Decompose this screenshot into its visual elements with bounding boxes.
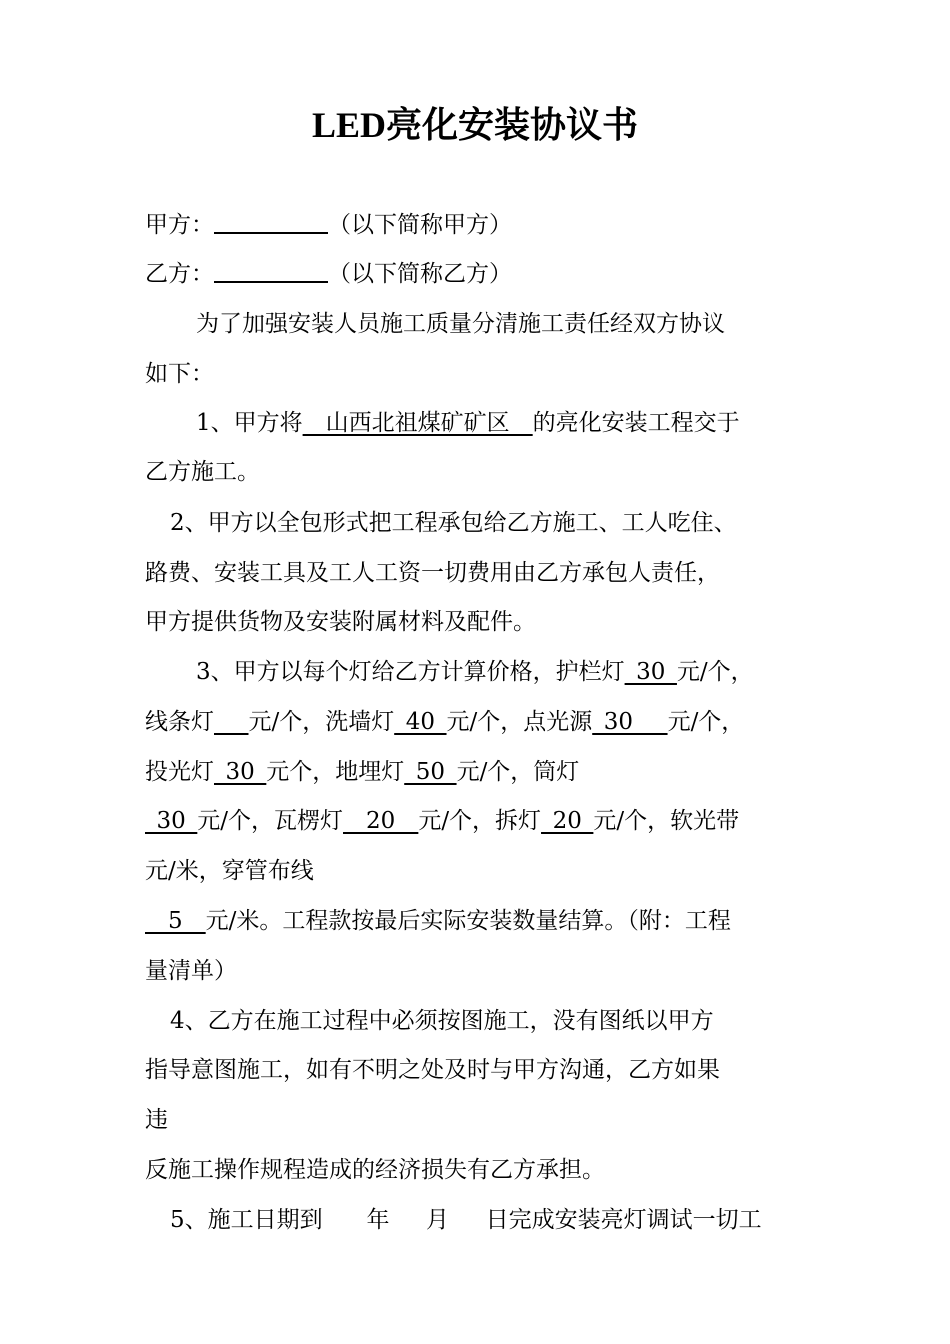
clause3-text: 元/米。工程款按最后实际安装数量结算。（附：工程	[205, 908, 731, 934]
price-touguang: _30_	[214, 759, 267, 785]
clause2-line-3: 甲方提供货物及安装附属材料及配件。	[145, 609, 536, 635]
clause3-text: 元/个，瓦楞灯	[197, 808, 344, 834]
intro-line-1: 为了加强安装人员施工质量分清施工责任经双方协议	[196, 311, 725, 337]
clause5-line-1: 5、施工日期到 年 月 日完成安装亮灯调试一切工	[170, 1207, 762, 1233]
clause3-text: 元/个，软光带	[593, 808, 740, 834]
clause1-text-b: 的亮化安装工程交于	[532, 410, 740, 436]
price-waleng: __20__	[343, 808, 419, 834]
clause3-text: 元/个，洗墙灯	[248, 709, 395, 735]
document-title: LED亮化安装协议书	[311, 105, 639, 145]
party-a-blank[interactable]	[214, 210, 328, 234]
party-a-note: （以下简称甲方）	[328, 212, 512, 238]
price-dianguang: _30___	[592, 709, 668, 735]
clause3-text: 元/个，点光源	[446, 709, 593, 735]
clause3-text: 3、甲方以每个灯给乙方计算价格，护栏灯	[196, 659, 625, 685]
clause3-line-3	[145, 757, 579, 787]
clause3-text: 线条灯	[145, 709, 214, 735]
party-b-blank[interactable]	[214, 259, 328, 283]
clause3-line-7: 量清单）	[145, 958, 237, 984]
price-chai: _20_	[541, 808, 594, 834]
clause3-text: 元个，地埋灯	[266, 759, 405, 785]
intro-line-2: 如下：	[145, 361, 214, 387]
clause3-line-4	[145, 806, 739, 836]
clause3-line-2	[145, 707, 744, 737]
party-b-label: 乙方：	[145, 261, 214, 287]
price-chuanguan: __5__	[145, 908, 206, 934]
price-hulan: _30_	[624, 659, 677, 685]
clause1-line-2: 乙方施工。	[145, 459, 260, 485]
party-a-label: 甲方：	[145, 212, 214, 238]
clause1-text-a: 1、甲方将	[196, 410, 303, 436]
clause4-line-4: 反施工操作规程造成的经济损失有乙方承担。	[145, 1157, 605, 1183]
price-xiqiang: _40_	[394, 709, 447, 735]
party-a-line	[145, 210, 512, 240]
clause3-line-1	[196, 657, 754, 687]
clause3-text: 元/个，拆灯	[418, 808, 542, 834]
clause3-text: 元/个，	[667, 709, 745, 735]
party-b-note: （以下简称乙方）	[328, 261, 512, 287]
clause4-line-3: 违	[145, 1107, 168, 1133]
clause3-line-5: 元/米，穿管布线	[145, 858, 314, 884]
clause2-line-1: 2、甲方以全包形式把工程承包给乙方施工、工人吃住、	[170, 510, 737, 536]
clause2-line-2: 路费、安装工具及工人工资一切费用由乙方承包人责任，	[145, 560, 720, 586]
price-tong: _30_	[145, 808, 198, 834]
party-b-line	[145, 259, 512, 289]
clause4-line-1: 4、乙方在施工过程中必须按图施工，没有图纸以甲方	[170, 1008, 714, 1034]
clause3-text: 元/个，筒灯	[456, 759, 580, 785]
clause3-text: 元/个，	[676, 659, 754, 685]
price-dimai: _50_	[404, 759, 457, 785]
clause3-text: 投光灯	[145, 759, 214, 785]
price-xiantiao: ___	[214, 709, 249, 735]
clause1-place: __山西北祖煤矿矿区__	[302, 410, 533, 436]
clause1-line-1	[196, 408, 740, 438]
clause3-line-6	[145, 906, 731, 936]
clause4-line-2: 指导意图施工，如有不明之处及时与甲方沟通，乙方如果	[145, 1057, 720, 1083]
